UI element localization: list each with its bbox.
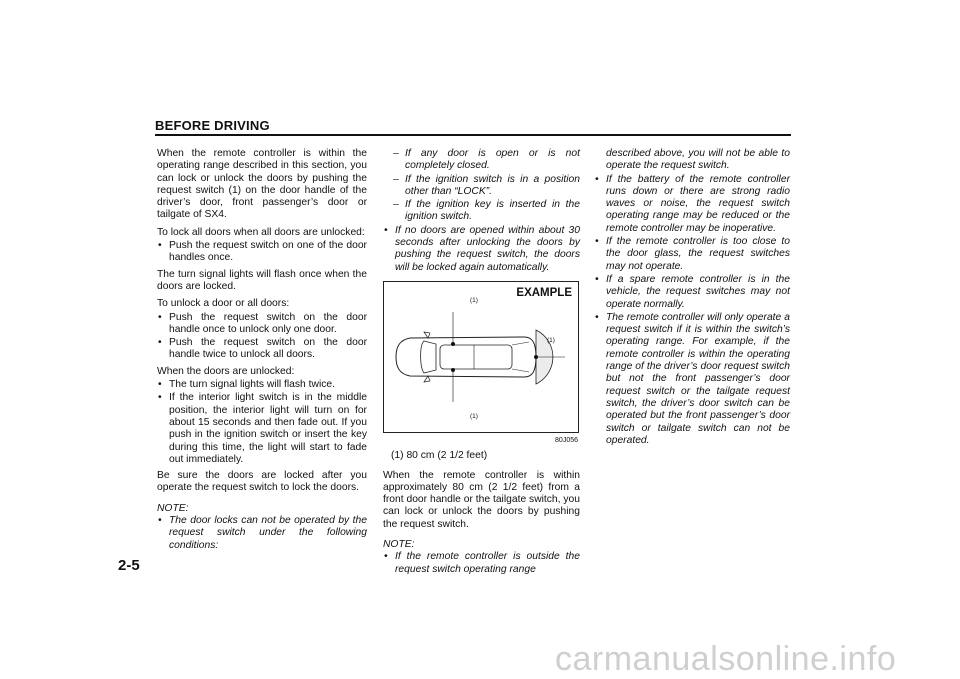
header-rule (155, 134, 791, 136)
note-label: NOTE: (383, 539, 415, 551)
paragraph: Be sure the doors are locked after you operate the request switch to lock the doors. (157, 470, 367, 494)
bullet-item: • Push the request switch on the door handle once to unlock only one door. (157, 312, 367, 337)
paragraph: To unlock a door or all doors: (157, 298, 290, 310)
watermark: carmanualsonline.info (555, 640, 897, 678)
side-mirror (424, 376, 430, 382)
bullet-item: • If the interior light switch is in the middle position, the interior light will turn on for about 15 seconds and then fade out. If you push in the ignition switch or insert the key during this time, the light will start to fade out immediately. (157, 392, 367, 466)
range-label: (1) (547, 336, 555, 344)
bullet-item: • Push the request switch on the door handle twice to unlock all doors. (157, 337, 367, 362)
paragraph: When the doors are unlocked: (157, 365, 295, 377)
dash-item: – If the ignition switch is in a position other than “LOCK”. (383, 174, 580, 199)
paragraph: When the remote controller is within the operating range described in this section, you can lock or unlock the doors by pushing the request switch (1) on the door handle of the driver’s door, front passenger’s door or tailgate of SX4. (157, 148, 367, 221)
section-title: BEFORE DRIVING (155, 118, 270, 133)
range-label: (1) (470, 412, 478, 420)
paragraph-continued: described above, you will not be able to operate the request switch. (606, 148, 790, 172)
range-label: (1) (470, 296, 478, 304)
note-bullet: • If the remote controller is outside the request switch operating range (383, 551, 580, 576)
bullet-item: • If no doors are opened within about 30 seconds after unlocking the doors by pushing the request switch, the doors will be locked again automatically. (383, 225, 580, 274)
column-middle (383, 148, 580, 577)
bullet-item: • The turn signal lights will flash twice. (157, 379, 367, 391)
dash-item: – If any door is open or is not completely closed. (383, 148, 580, 173)
bullet-item: • Push the request switch on one of the door handles once. (157, 240, 367, 265)
operating-range-figure (383, 281, 579, 433)
page-number: 2-5 (118, 557, 140, 574)
example-label: EXAMPLE (516, 286, 572, 299)
paragraph: When the remote controller is within approximately 80 cm (2 1/2 feet) from a front door handle or the tailgate switch, you can lock or unlock the doors by pushing the request switch. (383, 469, 580, 530)
note-bullet: • If a spare remote controller is in the vehicle, the request switches may not operate normally. (594, 274, 790, 311)
car-body (396, 337, 536, 377)
request-switch-marker (534, 355, 538, 359)
note-label: NOTE: (157, 502, 189, 514)
side-mirror (424, 332, 430, 338)
paragraph: To lock all doors when all doors are unlocked: (157, 226, 365, 238)
note-bullet: • The door locks can not be operated by the request switch under the following conditions: (157, 515, 367, 552)
note-bullet: • If the battery of the remote controller runs down or there are strong radio waves or noise, the request switch operating range may be reduced or the remote controller may be inoperative. (594, 174, 790, 235)
request-switch-marker (451, 368, 455, 372)
figure-caption: (1) 80 cm (2 1/2 feet) (391, 450, 488, 462)
note-bullet: • The remote controller will only operate a request switch if it is within the switch’s operating range. For example, if the remote controller is within the operating range of the driver’s door request switch but not the front passenger’s door request switch or the tailgate request switch, the driver’s door switch can be operated but the front passenger’s door switch or tailgate switch can not be operated. (594, 312, 790, 447)
figure-code: 80J056 (555, 436, 578, 444)
paragraph: The turn signal lights will flash once when the doors are locked. (157, 268, 367, 292)
request-switch-marker (451, 342, 455, 346)
column-right (594, 148, 790, 448)
note-bullet: • If the remote controller is too close to the door glass, the request switches may not operate. (594, 236, 790, 273)
column-left (157, 148, 367, 553)
dash-item: – If the ignition key is inserted in the ignition switch. (383, 199, 580, 224)
car-top-view-diagram (384, 282, 578, 432)
